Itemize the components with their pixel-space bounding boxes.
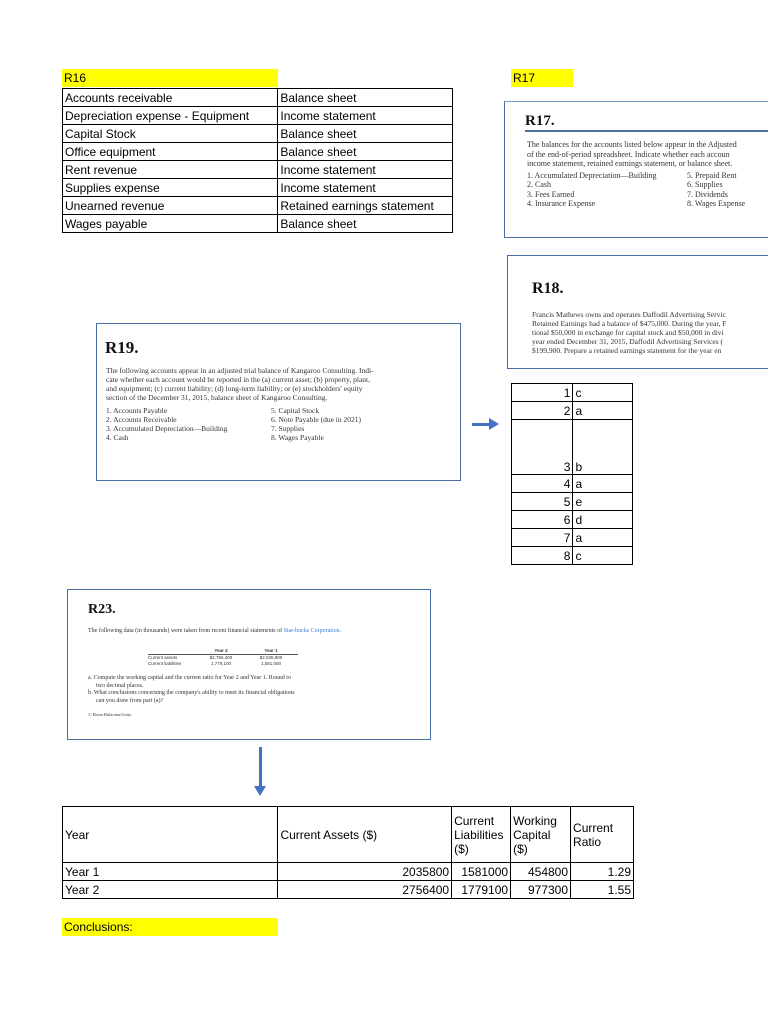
answer-letter-cell: a xyxy=(573,529,633,547)
results-year-cell: Year 1 xyxy=(63,863,278,881)
results-ratio-cell: 1.55 xyxy=(571,881,634,899)
r16-row xyxy=(63,197,453,215)
r17-text-line: income statement, retained earnings statement, or balance sheet. xyxy=(527,159,733,168)
r16-account-cell: Rent revenue xyxy=(63,161,278,179)
r19-text-line: section of the December 31, 2015, balance sheet of Kangaroo Consulting. xyxy=(106,393,328,402)
r23-question-a-cont: two decimal places. xyxy=(96,682,144,689)
results-header-cell: Year xyxy=(63,807,278,863)
answer-number-cell: 4 xyxy=(512,475,573,493)
answer-number-cell: 1 xyxy=(512,384,573,402)
arrow-down-head-icon xyxy=(254,786,266,796)
r16-statement-cell: Balance sheet xyxy=(278,143,453,161)
r19-list-item: 2. Accounts Receivable xyxy=(106,415,177,424)
r23-title: R23. xyxy=(88,602,116,617)
answer-row xyxy=(512,420,633,475)
r17-text-line: of the end-of-period spreadsheet. Indicate whether each accoun xyxy=(527,149,730,159)
r16-statement-cell: Balance sheet xyxy=(278,125,453,143)
r16-statement-cell: Balance sheet xyxy=(278,89,453,107)
answer-row xyxy=(512,384,633,402)
answer-letter-cell: a xyxy=(573,475,633,493)
r16-label: R16 xyxy=(62,69,278,87)
answer-number-cell: 6 xyxy=(512,511,573,529)
r23-snippet xyxy=(67,589,431,740)
r19-list-item: 3. Accumulated Depreciation—Building xyxy=(106,424,228,433)
r18-text-line: Francis Mathews owns and operates Daffodil Advertising Servic xyxy=(532,310,726,319)
r16-account-cell: Capital Stock xyxy=(63,125,278,143)
r23-col-year1: Year 1 xyxy=(264,648,278,653)
r17-title: R17. xyxy=(525,113,555,129)
r18-text-line: Retained Earnings had a balance of $475,000. During the year, F xyxy=(532,319,727,328)
r19-list-item: 8. Wages Payable xyxy=(271,433,324,442)
r16-statement-cell: Income statement xyxy=(278,179,453,197)
r23-row1-y2: $2,756,400 xyxy=(209,655,233,660)
answer-letter-cell: d xyxy=(573,511,633,529)
r19-text-line: The following accounts appear in an adjusted trial balance of Kangaroo Consulting. Indi- xyxy=(106,366,374,375)
results-header-cell: Current Liabilities ($) xyxy=(452,807,511,863)
r17-text-line: The balances for the accounts listed below appear in the Adjusted xyxy=(527,140,737,149)
r23-intro: The following data (in thousands) were taken from recent financial statements of xyxy=(88,628,283,634)
answer-row xyxy=(512,493,633,511)
results-header-cell: Current Ratio xyxy=(571,807,634,863)
r19-list-item: 1. Accounts Payable xyxy=(106,406,168,415)
r19-answers-table xyxy=(511,383,633,565)
results-ratio-cell: 1.29 xyxy=(571,863,634,881)
r19-text-line: and equipment; (c) current liability; (d) long-term liability; or (e) stockholders' equity xyxy=(106,384,363,393)
r18-text-line: $199,900. Prepare a retained earnings statement for the year en xyxy=(532,346,722,355)
results-wc-cell: 977300 xyxy=(511,881,571,899)
conclusions-label: Conclusions: xyxy=(62,918,278,936)
r17-label: R17 xyxy=(511,69,573,87)
r16-table xyxy=(62,88,453,233)
results-assets-cell: 2035800 xyxy=(278,863,452,881)
results-header-row xyxy=(63,807,634,863)
answer-letter-cell: b xyxy=(573,420,633,475)
results-wc-cell: 454800 xyxy=(511,863,571,881)
r16-row xyxy=(63,161,453,179)
r17-list-item: 6. Supplies xyxy=(687,180,723,189)
results-header-cell: Working Capital ($) xyxy=(511,807,571,863)
r17-list-item: 5. Prepaid Rent xyxy=(687,170,737,180)
r23-credit: © Elena Bulavina/Getty xyxy=(88,712,132,717)
answer-letter-cell: a xyxy=(573,402,633,420)
answer-letter-cell: c xyxy=(573,547,633,565)
r23-data-table xyxy=(148,648,298,667)
r17-snippet xyxy=(504,101,768,238)
results-row xyxy=(63,863,634,881)
r23-row2-y2: 1,779,100 xyxy=(210,661,232,666)
r23-question-b: b. What conclusions concerning the company's ability to meet its financial obligations xyxy=(88,690,295,696)
r19-snippet xyxy=(96,323,461,481)
r16-account-cell: Supplies expense xyxy=(63,179,278,197)
r16-account-cell: Office equipment xyxy=(63,143,278,161)
r16-statement-cell: Income statement xyxy=(278,161,453,179)
r16-account-cell: Accounts receivable xyxy=(63,89,278,107)
r16-account-cell: Unearned revenue xyxy=(63,197,278,215)
answer-row xyxy=(512,402,633,420)
r16-row xyxy=(63,215,453,233)
r17-list-item: 3. Fees Earned xyxy=(527,189,575,199)
results-table xyxy=(62,806,634,899)
results-year-cell: Year 2 xyxy=(63,881,278,899)
results-liabilities-cell: 1779100 xyxy=(452,881,511,899)
r19-list-item: 5. Capital Stock xyxy=(271,406,320,415)
r23-question-b-cont: can you draw from part (a)? xyxy=(96,697,164,704)
results-assets-cell: 2756400 xyxy=(278,881,452,899)
r23-col-year2: Year 2 xyxy=(214,648,228,653)
r16-row xyxy=(63,107,453,125)
r18-text-line: year ended December 31, 2015, Daffodil Advertising Services ( xyxy=(532,337,724,346)
answer-number-cell: 8 xyxy=(512,547,573,565)
r16-statement-cell: Income statement xyxy=(278,107,453,125)
r19-title: R19. xyxy=(105,338,139,357)
answer-number-cell: 3 xyxy=(512,420,573,475)
answer-number-cell: 5 xyxy=(512,493,573,511)
r18-snippet xyxy=(507,255,768,369)
answer-row xyxy=(512,529,633,547)
r17-list-item: 7. Dividends xyxy=(687,189,728,199)
r16-statement-cell: Retained earnings statement xyxy=(278,197,453,215)
r16-statement-cell: Balance sheet xyxy=(278,215,453,233)
r19-list-item: 7. Supplies xyxy=(271,424,305,433)
r23-row2-y1: 1,581,000 xyxy=(260,661,282,666)
answer-number-cell: 7 xyxy=(512,529,573,547)
answer-row xyxy=(512,511,633,529)
r19-list-item: 4. Cash xyxy=(106,433,129,442)
r16-account-cell: Depreciation expense - Equipment xyxy=(63,107,278,125)
r16-account-cell: Wages payable xyxy=(63,215,278,233)
r23-company-link[interactable]: Star-bucks Corporation. xyxy=(283,628,342,634)
r16-row xyxy=(63,125,453,143)
answer-number-cell: 2 xyxy=(512,402,573,420)
results-liabilities-cell: 1581000 xyxy=(452,863,511,881)
r17-list-item: 2. Cash xyxy=(527,180,551,189)
r17-list-item: 8. Wages Expense xyxy=(687,199,746,208)
r16-row xyxy=(63,89,453,107)
r23-row2-label: Current liabilities xyxy=(148,661,182,666)
r17-list-item: 1. Accumulated Depreciation—Building xyxy=(527,170,657,180)
answer-row xyxy=(512,547,633,565)
arrow-down-icon xyxy=(259,747,262,787)
r17-list-item: 4. Insurance Expense xyxy=(527,199,596,208)
answer-letter-cell: c xyxy=(573,384,633,402)
r16-row xyxy=(63,143,453,161)
answer-row xyxy=(512,475,633,493)
answer-letter-cell: e xyxy=(573,493,633,511)
r16-row xyxy=(63,179,453,197)
r23-row1-label: Current assets xyxy=(148,655,178,660)
r18-title: R18. xyxy=(532,280,564,297)
arrow-right-head-icon xyxy=(489,418,499,430)
arrow-right-icon xyxy=(472,423,490,426)
results-row xyxy=(63,881,634,899)
r19-text-line: cate whether each account would be reported in the (a) current asset; (b) property, plant, xyxy=(106,375,370,384)
r23-question-a: a. Compute the working capital and the current ratio for Year 2 and Year 1. Round to xyxy=(88,675,291,681)
r23-row1-y1: $2,035,800 xyxy=(259,655,283,660)
r19-list-item: 6. Note Payable (due in 2021) xyxy=(271,415,361,424)
results-header-cell: Current Assets ($) xyxy=(278,807,452,863)
r18-text-line: tional $50,000 in exchange for capital stock and $50,000 in divi xyxy=(532,328,724,337)
